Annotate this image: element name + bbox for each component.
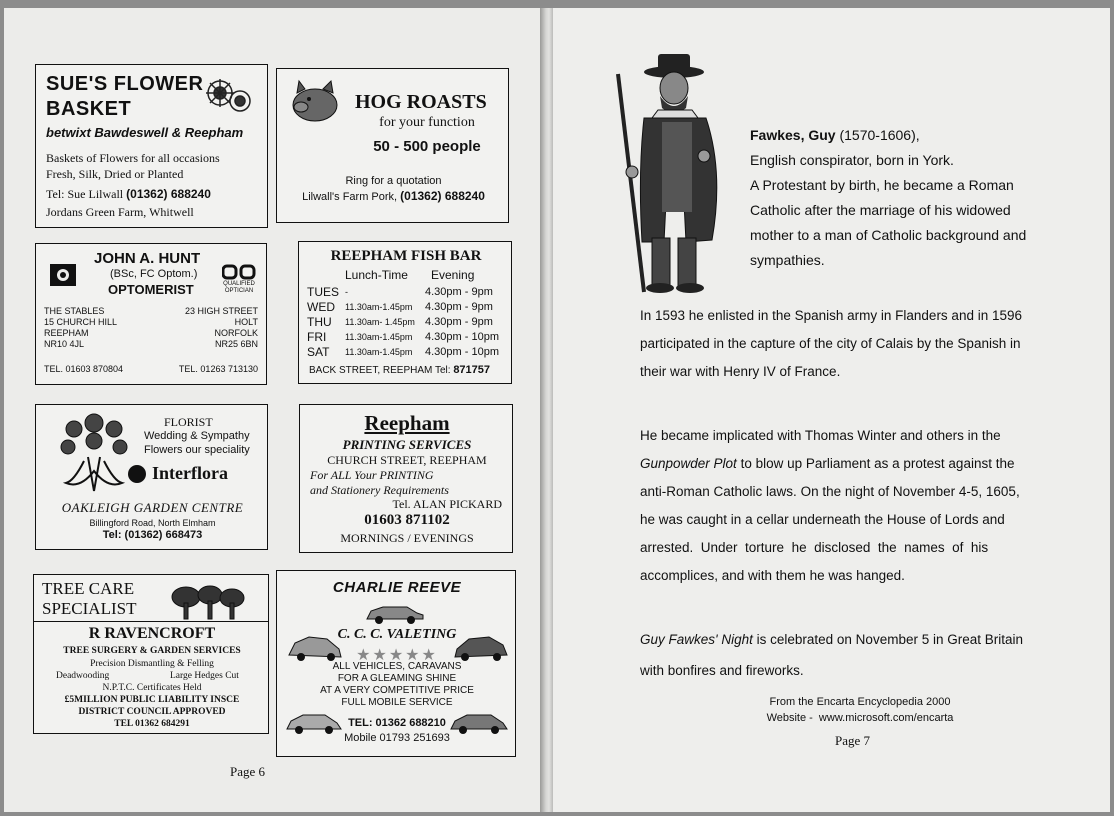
ad-tel: 871757 — [453, 364, 491, 376]
text-line: with bonfires and fireworks. — [640, 663, 804, 678]
hours-evening: 4.30pm - 9pm — [425, 315, 493, 328]
text-line: Catholic after the marriage of his widowed — [750, 202, 1011, 218]
ad-line: TREE SURGERY & GARDEN SERVICES — [63, 646, 241, 656]
ad-mobile: Mobile 01793 251693 — [344, 732, 450, 744]
sparkle-stars-icon: ★★★★★ — [356, 647, 438, 664]
text-line: anti-Roman Catholic laws. On the night of November 4-5, 1605, — [640, 484, 1020, 499]
ad-title: FLORIST — [164, 415, 213, 429]
address-line: HOLT — [234, 317, 258, 327]
ad-subtitle: PRINTING SERVICES — [342, 437, 472, 452]
address-line: 15 CHURCH HILL — [44, 317, 118, 327]
ad-florist-oakleigh — [35, 404, 268, 550]
ad-farm: Lilwall's Farm Pork, — [302, 191, 398, 203]
text-line: accomplices, and with them he was hanged. — [640, 568, 905, 583]
hours-row — [307, 314, 507, 329]
hours-evening: 4.30pm - 10pm — [425, 345, 499, 358]
hours-lunch: 11.30am-1.45pm — [345, 331, 413, 342]
hours-day: THU — [307, 314, 332, 329]
address-left — [44, 306, 117, 350]
ad-optometrist — [35, 243, 267, 385]
hours-row — [307, 299, 507, 314]
ad-line: for your function — [379, 115, 475, 130]
hours-evening: 4.30pm - 9pm — [425, 285, 493, 298]
text-line: He became implicated with Thomas Winter and others in the — [640, 428, 1001, 443]
car-icon — [287, 631, 343, 663]
text-line: In 1593 he enlisted in the Spanish army in Flanders and in 1596 — [640, 308, 1023, 323]
ad-line: DISTRICT COUNCIL APPROVED — [78, 707, 226, 717]
ad-tel: TEL. 01603 870804 — [44, 364, 124, 374]
intro-block — [750, 123, 1026, 273]
ad-title: BASKET — [46, 98, 132, 120]
source-line: From the Encarta Encyclopedia 2000 — [769, 696, 951, 708]
text-line: participated in the capture of the city of Calais by the Spanish in — [640, 336, 1021, 351]
ad-line: Ring for a quotation — [345, 175, 442, 187]
ad-title: SUE'S FLOWER — [46, 73, 204, 95]
ad-name: R RAVENCROFT — [88, 625, 216, 642]
guy-fawkes-illustration — [614, 52, 732, 296]
column-header: Evening — [431, 268, 475, 282]
hours-table — [307, 284, 507, 359]
ad-title: CHARLIE REEVE — [332, 579, 462, 596]
text-line: English conspirator, born in York. — [750, 152, 954, 168]
paragraph-1 — [640, 302, 1022, 386]
ad-line: £5MILLION PUBLIC LIABILITY INSCE — [64, 695, 240, 705]
ad-line: Fresh, Silk, Dried or Planted — [46, 167, 184, 181]
pig-icon — [283, 77, 345, 127]
ad-subtitle: betwixt Bawdeswell & Reepham — [46, 125, 244, 140]
ad-badge: QUALIFIED OPTICIAN — [223, 281, 255, 294]
text-fragment: is celebrated on November 5 in Great Britain — [752, 632, 1024, 647]
page-number: Page 7 — [835, 733, 871, 748]
ad-tel-label: Tel: Sue Lilwall — [46, 187, 124, 201]
car-icon — [453, 631, 509, 663]
text-fragment: to blow up Parliament as a protest against the — [736, 456, 1015, 471]
bouquet-icon — [54, 411, 134, 493]
ad-line: Wedding & Sympathy — [144, 430, 250, 442]
ad-hog-roasts — [276, 68, 509, 223]
ad-role: OPTOMERIST — [108, 282, 194, 297]
hours-day: TUES — [307, 284, 340, 299]
text-line: mother to a man of Catholic background and — [750, 227, 1027, 243]
ad-tel: TEL: 01362 688210 — [348, 717, 446, 729]
address-line: REEPHAM — [44, 328, 89, 338]
ad-line: FOR A GLEAMING SHINE — [337, 673, 457, 684]
ad-title: SPECIALIST — [42, 599, 137, 618]
text-line: sympathies. — [750, 252, 825, 268]
hours-row — [307, 284, 507, 299]
entry-dates: (1570-1606), — [839, 127, 920, 143]
column-header: Lunch-Time — [345, 268, 408, 282]
ad-tel: Tel: (01362) 668473 — [102, 529, 203, 541]
address-line: 23 HIGH STREET — [184, 306, 258, 316]
night-name: Guy Fawkes' Night — [640, 632, 753, 647]
paragraph-2 — [640, 422, 1020, 590]
ad-reepham-printing — [299, 404, 513, 553]
ad-address: BACK STREET, REEPHAM Tel: — [309, 365, 451, 376]
ad-charlie-reeve-valeting — [276, 570, 516, 757]
flower-icon — [202, 75, 256, 119]
ad-line: Flowers our speciality — [144, 444, 250, 456]
ad-title: TREE CARE — [42, 579, 135, 598]
ad-line: Precision Dismantling & Felling — [90, 659, 214, 669]
ad-line: ALL VEHICLES, CARAVANS — [332, 661, 462, 672]
ad-tree-care — [33, 574, 269, 734]
paragraph-3 — [640, 624, 1023, 686]
hours-evening: 4.30pm - 10pm — [425, 330, 499, 343]
text-line: he was caught in a cellar underneath the House of Lords and — [640, 512, 1005, 527]
garden-centre-name: OAKLEIGH GARDEN CENTRE — [61, 500, 244, 515]
ad-line: AT A VERY COMPETITIVE PRICE — [320, 685, 474, 696]
divider — [34, 621, 269, 622]
ad-quals: (BSc, FC Optom.) — [110, 268, 198, 280]
hours-day: FRI — [307, 329, 327, 344]
ad-line: For ALL Your PRINTING — [310, 468, 434, 482]
page-number: Page 6 — [230, 764, 266, 779]
ad-hours: MORNINGS / EVENINGS — [340, 531, 474, 545]
text-line: their war with Henry IV of France. — [640, 364, 841, 379]
hours-lunch: 11.30am-1.45pm — [345, 346, 413, 357]
source-line: Website - www.microsoft.com/encarta — [766, 712, 954, 724]
brand-name: Interflora — [152, 463, 228, 483]
plot-name: Gunpowder Plot — [640, 456, 737, 471]
ad-line: Baskets of Flowers for all occasions — [46, 151, 220, 165]
hours-lunch: 11.30am- 1.45pm — [345, 316, 415, 327]
ad-line: N.P.T.C. Certificates Held — [102, 683, 202, 693]
ad-line: 50 - 500 people — [373, 138, 481, 155]
hours-evening: 4.30pm - 9pm — [425, 300, 493, 313]
entry-name: Fawkes, Guy — [750, 127, 836, 143]
glasses-icon — [222, 264, 256, 280]
ad-address: CHURCH STREET, REEPHAM — [327, 453, 487, 467]
car-icon — [363, 601, 427, 625]
ad-title: HOG ROASTS — [355, 91, 487, 113]
hours-day: WED — [307, 299, 335, 314]
hours-row — [307, 329, 507, 344]
address-line: NR10 4JL — [44, 339, 85, 349]
hours-lunch: - — [345, 286, 348, 297]
ad-contact: Tel. ALAN PICKARD — [392, 497, 502, 511]
ad-line: FULL MOBILE SERVICE — [341, 697, 453, 708]
text-line: A Protestant by birth, he became a Roman — [750, 177, 1014, 193]
ad-tel: (01362) 688240 — [126, 187, 211, 201]
address-line: THE STABLES — [44, 306, 105, 316]
hours-row — [307, 344, 507, 359]
text-line: arrested. Under torture he disclosed the names of his — [640, 540, 989, 555]
ad-tel: TEL. 01263 713130 — [178, 364, 258, 374]
ad-title: Reepham — [364, 411, 450, 435]
ad-title: JOHN A. HUNT — [94, 250, 201, 267]
eye-logo-icon — [50, 264, 76, 286]
ad-line: Large Hedges Cut — [170, 671, 239, 681]
ad-sues-flower-basket — [35, 64, 268, 228]
source-credit — [740, 694, 980, 726]
ad-tel: TEL 01362 684291 — [114, 719, 190, 729]
hours-day: SAT — [307, 344, 330, 359]
address-line: NR25 6BN — [214, 339, 258, 349]
ad-title: REEPHAM FISH BAR — [330, 248, 482, 264]
ad-address: Billingford Road, North Elmham — [89, 518, 216, 528]
ad-subtitle: C. C. C. VALETING — [337, 627, 457, 642]
ad-line: and Stationery Requirements — [310, 483, 449, 497]
ad-tel: 01603 871102 — [364, 512, 450, 528]
hours-lunch: 11.30am-1.45pm — [345, 301, 413, 312]
ad-address: Jordans Green Farm, Whitwell — [46, 205, 194, 219]
ad-reepham-fish-bar — [298, 241, 512, 384]
ad-line: Deadwooding — [56, 671, 110, 681]
interflora-logo-icon — [128, 465, 146, 483]
ad-tel: (01362) 688240 — [400, 189, 485, 203]
trees-icon — [170, 585, 246, 621]
address-line: NORFOLK — [214, 328, 258, 338]
address-right — [185, 306, 258, 350]
